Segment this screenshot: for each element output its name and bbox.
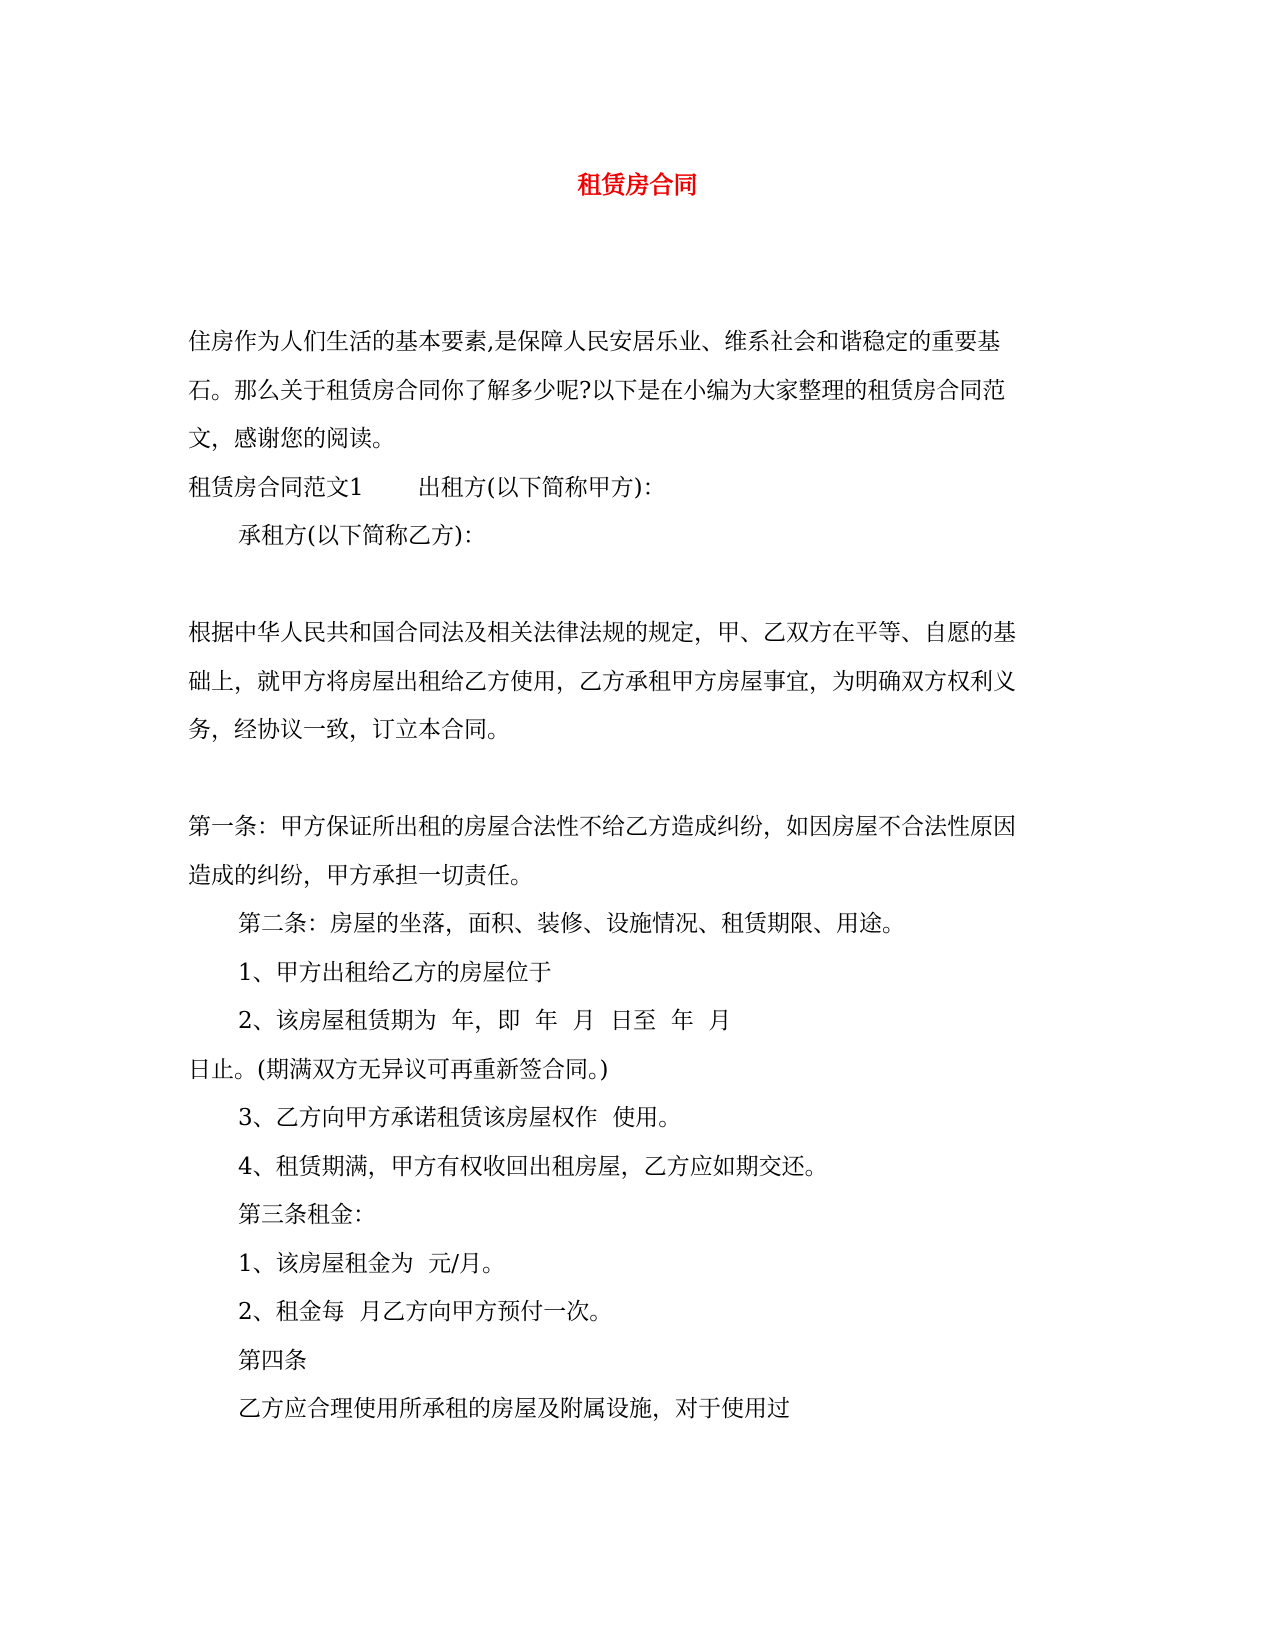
paragraph-gap [188,561,1088,610]
document-body [188,318,1088,1434]
document-title: 租赁房合同 [577,170,698,199]
paragraph-gap [188,755,1088,804]
paragraph-line: 根据中华人民共和国合同法及相关法律法规的规定，甲、乙双方在平等、自愿的基 [188,620,1016,646]
lessor-line: 出租方(以下简称甲方)： [417,474,666,501]
clause-line: 日止。(期满双方无异议可再重新签合同。) [188,1056,609,1083]
paragraph-line: 文，感谢您的阅读。 [188,426,395,452]
paragraph-line: 住房作为人们生活的基本要素,是保障人民安居乐业、维系社会和谐稳定的重要基 [188,329,1001,355]
article-2-heading: 第二条：房屋的坐落，面积、装修、设施情况、租赁期限、用途。 [238,911,905,937]
sample-heading-line [188,464,1088,513]
article-1-line: 造成的纠纷，甲方承担一切责任。 [188,862,533,889]
paragraph-line: 础上，就甲方将房屋出租给乙方使用，乙方承租甲方房屋事宜，为明确双方权利义 [188,668,1016,695]
lessee-line: 承租方(以下简称乙方)： [238,523,486,549]
paragraph-line: 务，经协议一致，订立本合同。 [188,717,510,743]
clause-line: 1、该房屋租金为 元/月。 [238,1250,506,1277]
sample-label: 租赁房合同范文1 [188,474,364,501]
clause-line: 1、甲方出租给乙方的房屋位于 [238,959,552,986]
article-1-line: 第一条：甲方保证所出租的房屋合法性不给乙方造成纠纷，如因房屋不合法性原因 [188,814,1016,840]
clause-line: 2、该房屋租赁期为 年，即 年 月 日至 年 月 [238,1008,732,1034]
clause-line: 乙方应合理使用所承租的房屋及附属设施，对于使用过 [238,1396,790,1422]
clause-line: 4、租赁期满，甲方有权收回出租房屋，乙方应如期交还。 [238,1153,828,1180]
clause-line: 3、乙方向甲方承诺租赁该房屋权作 使用。 [238,1105,682,1131]
article-3-heading: 第三条租金： [238,1202,376,1228]
article-4-heading: 第四条 [238,1347,307,1374]
clause-line: 2、租金每 月乙方向甲方预付一次。 [238,1299,613,1325]
paragraph-line: 石。那么关于租赁房合同你了解多少呢?以下是在小编为大家整理的租赁房合同范 [188,377,1006,404]
